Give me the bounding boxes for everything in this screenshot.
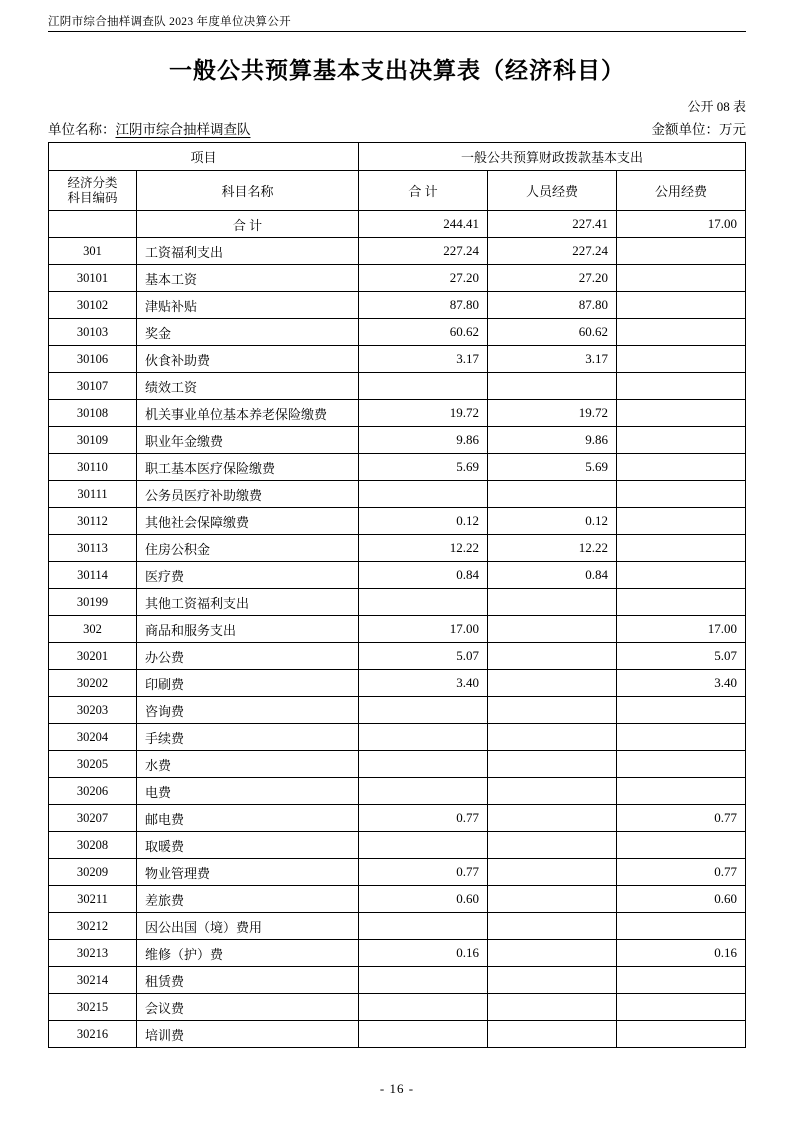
- cell-personnel: [488, 697, 617, 724]
- cell-code: 30114: [49, 562, 137, 589]
- cell-total: 27.20: [359, 265, 488, 292]
- header-public: 公用经费: [617, 171, 746, 211]
- cell-personnel: 60.62: [488, 319, 617, 346]
- page-number: - 16 -: [379, 1081, 415, 1096]
- cell-personnel: [488, 967, 617, 994]
- cell-personnel: 227.24: [488, 238, 617, 265]
- cell-public: [617, 454, 746, 481]
- cell-code: 30111: [49, 481, 137, 508]
- cell-subject-name: 电费: [137, 778, 359, 805]
- cell-subject-name: 其他社会保障缴费: [137, 508, 359, 535]
- cell-code: 30199: [49, 589, 137, 616]
- cell-code: 30212: [49, 913, 137, 940]
- cell-public: [617, 319, 746, 346]
- table-row: [49, 1021, 746, 1048]
- cell-code: 30113: [49, 535, 137, 562]
- running-header: [48, 8, 746, 32]
- cell-code: 30206: [49, 778, 137, 805]
- table-row: [49, 670, 746, 697]
- table-body: [49, 211, 746, 1048]
- cell-subject-name: 办公费: [137, 643, 359, 670]
- cell-public: [617, 508, 746, 535]
- cell-personnel: [488, 643, 617, 670]
- cell-subject-name: 咨询费: [137, 697, 359, 724]
- cell-personnel: 0.84: [488, 562, 617, 589]
- cell-personnel: [488, 589, 617, 616]
- cell-code: 30211: [49, 886, 137, 913]
- cell-code: 30110: [49, 454, 137, 481]
- table-row: [49, 292, 746, 319]
- cell-total: 0.77: [359, 859, 488, 886]
- cell-total: 87.80: [359, 292, 488, 319]
- cell-code: 30209: [49, 859, 137, 886]
- cell-personnel: 227.41: [488, 211, 617, 238]
- cell-total: 0.84: [359, 562, 488, 589]
- header-project: 项目: [49, 143, 359, 171]
- cell-total: 5.07: [359, 643, 488, 670]
- cell-personnel: [488, 805, 617, 832]
- cell-code: [49, 211, 137, 238]
- table-row: [49, 481, 746, 508]
- cell-total: [359, 751, 488, 778]
- header-total: 合 计: [359, 171, 488, 211]
- cell-public: [617, 1021, 746, 1048]
- cell-public: 17.00: [617, 211, 746, 238]
- cell-public: 0.60: [617, 886, 746, 913]
- cell-subject-name: 其他工资福利支出: [137, 589, 359, 616]
- cell-public: 17.00: [617, 616, 746, 643]
- cell-personnel: [488, 940, 617, 967]
- table-row: [49, 400, 746, 427]
- cell-subject-name: 住房公积金: [137, 535, 359, 562]
- cell-public: [617, 724, 746, 751]
- cell-subject-name: 机关事业单位基本养老保险缴费: [137, 400, 359, 427]
- cell-public: 5.07: [617, 643, 746, 670]
- cell-public: [617, 427, 746, 454]
- cell-public: [617, 373, 746, 400]
- cell-personnel: [488, 724, 617, 751]
- cell-public: [617, 778, 746, 805]
- cell-subject-name: 合 计: [137, 211, 359, 238]
- table-row: [49, 319, 746, 346]
- cell-public: 0.77: [617, 859, 746, 886]
- cell-subject-name: 职工基本医疗保险缴费: [137, 454, 359, 481]
- table-row: [49, 913, 746, 940]
- cell-personnel: [488, 670, 617, 697]
- cell-personnel: 12.22: [488, 535, 617, 562]
- cell-subject-name: 伙食补助费: [137, 346, 359, 373]
- table-row: [49, 886, 746, 913]
- cell-public: [617, 481, 746, 508]
- table-row: [49, 859, 746, 886]
- cell-personnel: 9.86: [488, 427, 617, 454]
- table-row: [49, 643, 746, 670]
- cell-code: 30112: [49, 508, 137, 535]
- cell-code: 30101: [49, 265, 137, 292]
- cell-personnel: [488, 832, 617, 859]
- publish-number: 公开 08 表: [687, 99, 746, 114]
- cell-total: 0.12: [359, 508, 488, 535]
- cell-subject-name: 培训费: [137, 1021, 359, 1048]
- cell-code: 30107: [49, 373, 137, 400]
- cell-subject-name: 奖金: [137, 319, 359, 346]
- cell-subject-name: 印刷费: [137, 670, 359, 697]
- cell-subject-name: 邮电费: [137, 805, 359, 832]
- table-row: [49, 805, 746, 832]
- budget-table: [48, 142, 746, 1048]
- cell-public: 3.40: [617, 670, 746, 697]
- cell-subject-name: 公务员医疗补助缴费: [137, 481, 359, 508]
- table-row: [49, 994, 746, 1021]
- header-code: [49, 171, 137, 211]
- cell-personnel: 27.20: [488, 265, 617, 292]
- cell-total: 0.77: [359, 805, 488, 832]
- table-row: [49, 562, 746, 589]
- table-row: [49, 832, 746, 859]
- cell-code: 30214: [49, 967, 137, 994]
- cell-personnel: 0.12: [488, 508, 617, 535]
- cell-public: [617, 562, 746, 589]
- cell-public: [617, 994, 746, 1021]
- running-header-text: 江阴市综合抽样调查队 2023 年度单位决算公开: [48, 16, 291, 28]
- cell-code: 30207: [49, 805, 137, 832]
- cell-total: [359, 373, 488, 400]
- cell-personnel: 19.72: [488, 400, 617, 427]
- cell-personnel: [488, 481, 617, 508]
- cell-total: 0.16: [359, 940, 488, 967]
- table-row: [49, 724, 746, 751]
- cell-subject-name: 会议费: [137, 994, 359, 1021]
- cell-code: 30213: [49, 940, 137, 967]
- cell-public: [617, 832, 746, 859]
- meta-row: [48, 118, 746, 138]
- cell-total: 17.00: [359, 616, 488, 643]
- cell-public: [617, 346, 746, 373]
- cell-code: 30106: [49, 346, 137, 373]
- table-row: [49, 211, 746, 238]
- cell-code: 302: [49, 616, 137, 643]
- table-header-column-row: [49, 171, 746, 211]
- cell-subject-name: 职业年金缴费: [137, 427, 359, 454]
- table-row: [49, 535, 746, 562]
- cell-public: 0.77: [617, 805, 746, 832]
- header-code-line1: 经济分类: [67, 176, 118, 191]
- cell-subject-name: 商品和服务支出: [137, 616, 359, 643]
- cell-subject-name: 基本工资: [137, 265, 359, 292]
- cell-subject-name: 维修（护）费: [137, 940, 359, 967]
- cell-total: 3.40: [359, 670, 488, 697]
- cell-subject-name: 工资福利支出: [137, 238, 359, 265]
- cell-public: [617, 535, 746, 562]
- cell-code: 30203: [49, 697, 137, 724]
- cell-total: 19.72: [359, 400, 488, 427]
- table-row: [49, 697, 746, 724]
- cell-subject-name: 医疗费: [137, 562, 359, 589]
- cell-total: [359, 913, 488, 940]
- table-row: [49, 238, 746, 265]
- cell-public: [617, 967, 746, 994]
- table-row: [49, 508, 746, 535]
- table-row: [49, 940, 746, 967]
- cell-personnel: [488, 778, 617, 805]
- table-row: [49, 427, 746, 454]
- cell-subject-name: 因公出国（境）费用: [137, 913, 359, 940]
- cell-code: 30216: [49, 1021, 137, 1048]
- cell-public: [617, 589, 746, 616]
- cell-total: [359, 1021, 488, 1048]
- cell-personnel: [488, 751, 617, 778]
- cell-public: [617, 913, 746, 940]
- table-row: [49, 967, 746, 994]
- table-row: [49, 616, 746, 643]
- header-subject-name: 科目名称: [137, 171, 359, 211]
- cell-personnel: 87.80: [488, 292, 617, 319]
- cell-code: 30205: [49, 751, 137, 778]
- cell-public: [617, 292, 746, 319]
- cell-total: [359, 967, 488, 994]
- table-row: [49, 373, 746, 400]
- cell-personnel: [488, 994, 617, 1021]
- cell-code: 30215: [49, 994, 137, 1021]
- cell-total: 0.60: [359, 886, 488, 913]
- cell-total: 5.69: [359, 454, 488, 481]
- table-row: [49, 589, 746, 616]
- cell-personnel: [488, 373, 617, 400]
- cell-total: [359, 697, 488, 724]
- cell-subject-name: 绩效工资: [137, 373, 359, 400]
- cell-total: [359, 778, 488, 805]
- cell-code: 30108: [49, 400, 137, 427]
- cell-public: [617, 265, 746, 292]
- header-expenditure: 一般公共预算财政拨款基本支出: [359, 143, 746, 171]
- unit-name-label: 单位名称：: [48, 122, 116, 137]
- cell-personnel: [488, 859, 617, 886]
- table-row: [49, 265, 746, 292]
- cell-personnel: 3.17: [488, 346, 617, 373]
- cell-code: 30204: [49, 724, 137, 751]
- table-row: [49, 346, 746, 373]
- cell-subject-name: 水费: [137, 751, 359, 778]
- cell-total: [359, 724, 488, 751]
- unit-name-block: [48, 118, 251, 138]
- header-code-line2: 科目编码: [67, 190, 118, 205]
- cell-code: 30103: [49, 319, 137, 346]
- cell-personnel: [488, 913, 617, 940]
- cell-personnel: [488, 616, 617, 643]
- cell-code: 30102: [49, 292, 137, 319]
- cell-subject-name: 取暖费: [137, 832, 359, 859]
- table-row: [49, 778, 746, 805]
- cell-personnel: [488, 886, 617, 913]
- cell-subject-name: 差旅费: [137, 886, 359, 913]
- cell-total: 12.22: [359, 535, 488, 562]
- cell-code: 30202: [49, 670, 137, 697]
- cell-public: [617, 400, 746, 427]
- cell-total: 227.24: [359, 238, 488, 265]
- cell-personnel: 5.69: [488, 454, 617, 481]
- cell-public: 0.16: [617, 940, 746, 967]
- cell-total: 3.17: [359, 346, 488, 373]
- cell-public: [617, 238, 746, 265]
- table-header-group-row: [49, 143, 746, 171]
- cell-subject-name: 租赁费: [137, 967, 359, 994]
- cell-total: 60.62: [359, 319, 488, 346]
- cell-code: 30201: [49, 643, 137, 670]
- table-row: [49, 751, 746, 778]
- cell-personnel: [488, 1021, 617, 1048]
- cell-code: 30109: [49, 427, 137, 454]
- unit-name-value: 江阴市综合抽样调查队: [115, 122, 251, 137]
- cell-public: [617, 751, 746, 778]
- cell-total: 9.86: [359, 427, 488, 454]
- cell-code: 30208: [49, 832, 137, 859]
- cell-public: [617, 697, 746, 724]
- cell-subject-name: 手续费: [137, 724, 359, 751]
- table-row: [49, 454, 746, 481]
- cell-subject-name: 津贴补贴: [137, 292, 359, 319]
- cell-total: [359, 832, 488, 859]
- cell-total: [359, 994, 488, 1021]
- cell-total: [359, 481, 488, 508]
- cell-code: 301: [49, 238, 137, 265]
- cell-subject-name: 物业管理费: [137, 859, 359, 886]
- cell-total: 244.41: [359, 211, 488, 238]
- amount-unit-label: 金额单位：万元: [651, 122, 746, 137]
- page-title: 一般公共预算基本支出决算表（经济科目）: [169, 58, 625, 83]
- header-personnel: 人员经费: [488, 171, 617, 211]
- cell-total: [359, 589, 488, 616]
